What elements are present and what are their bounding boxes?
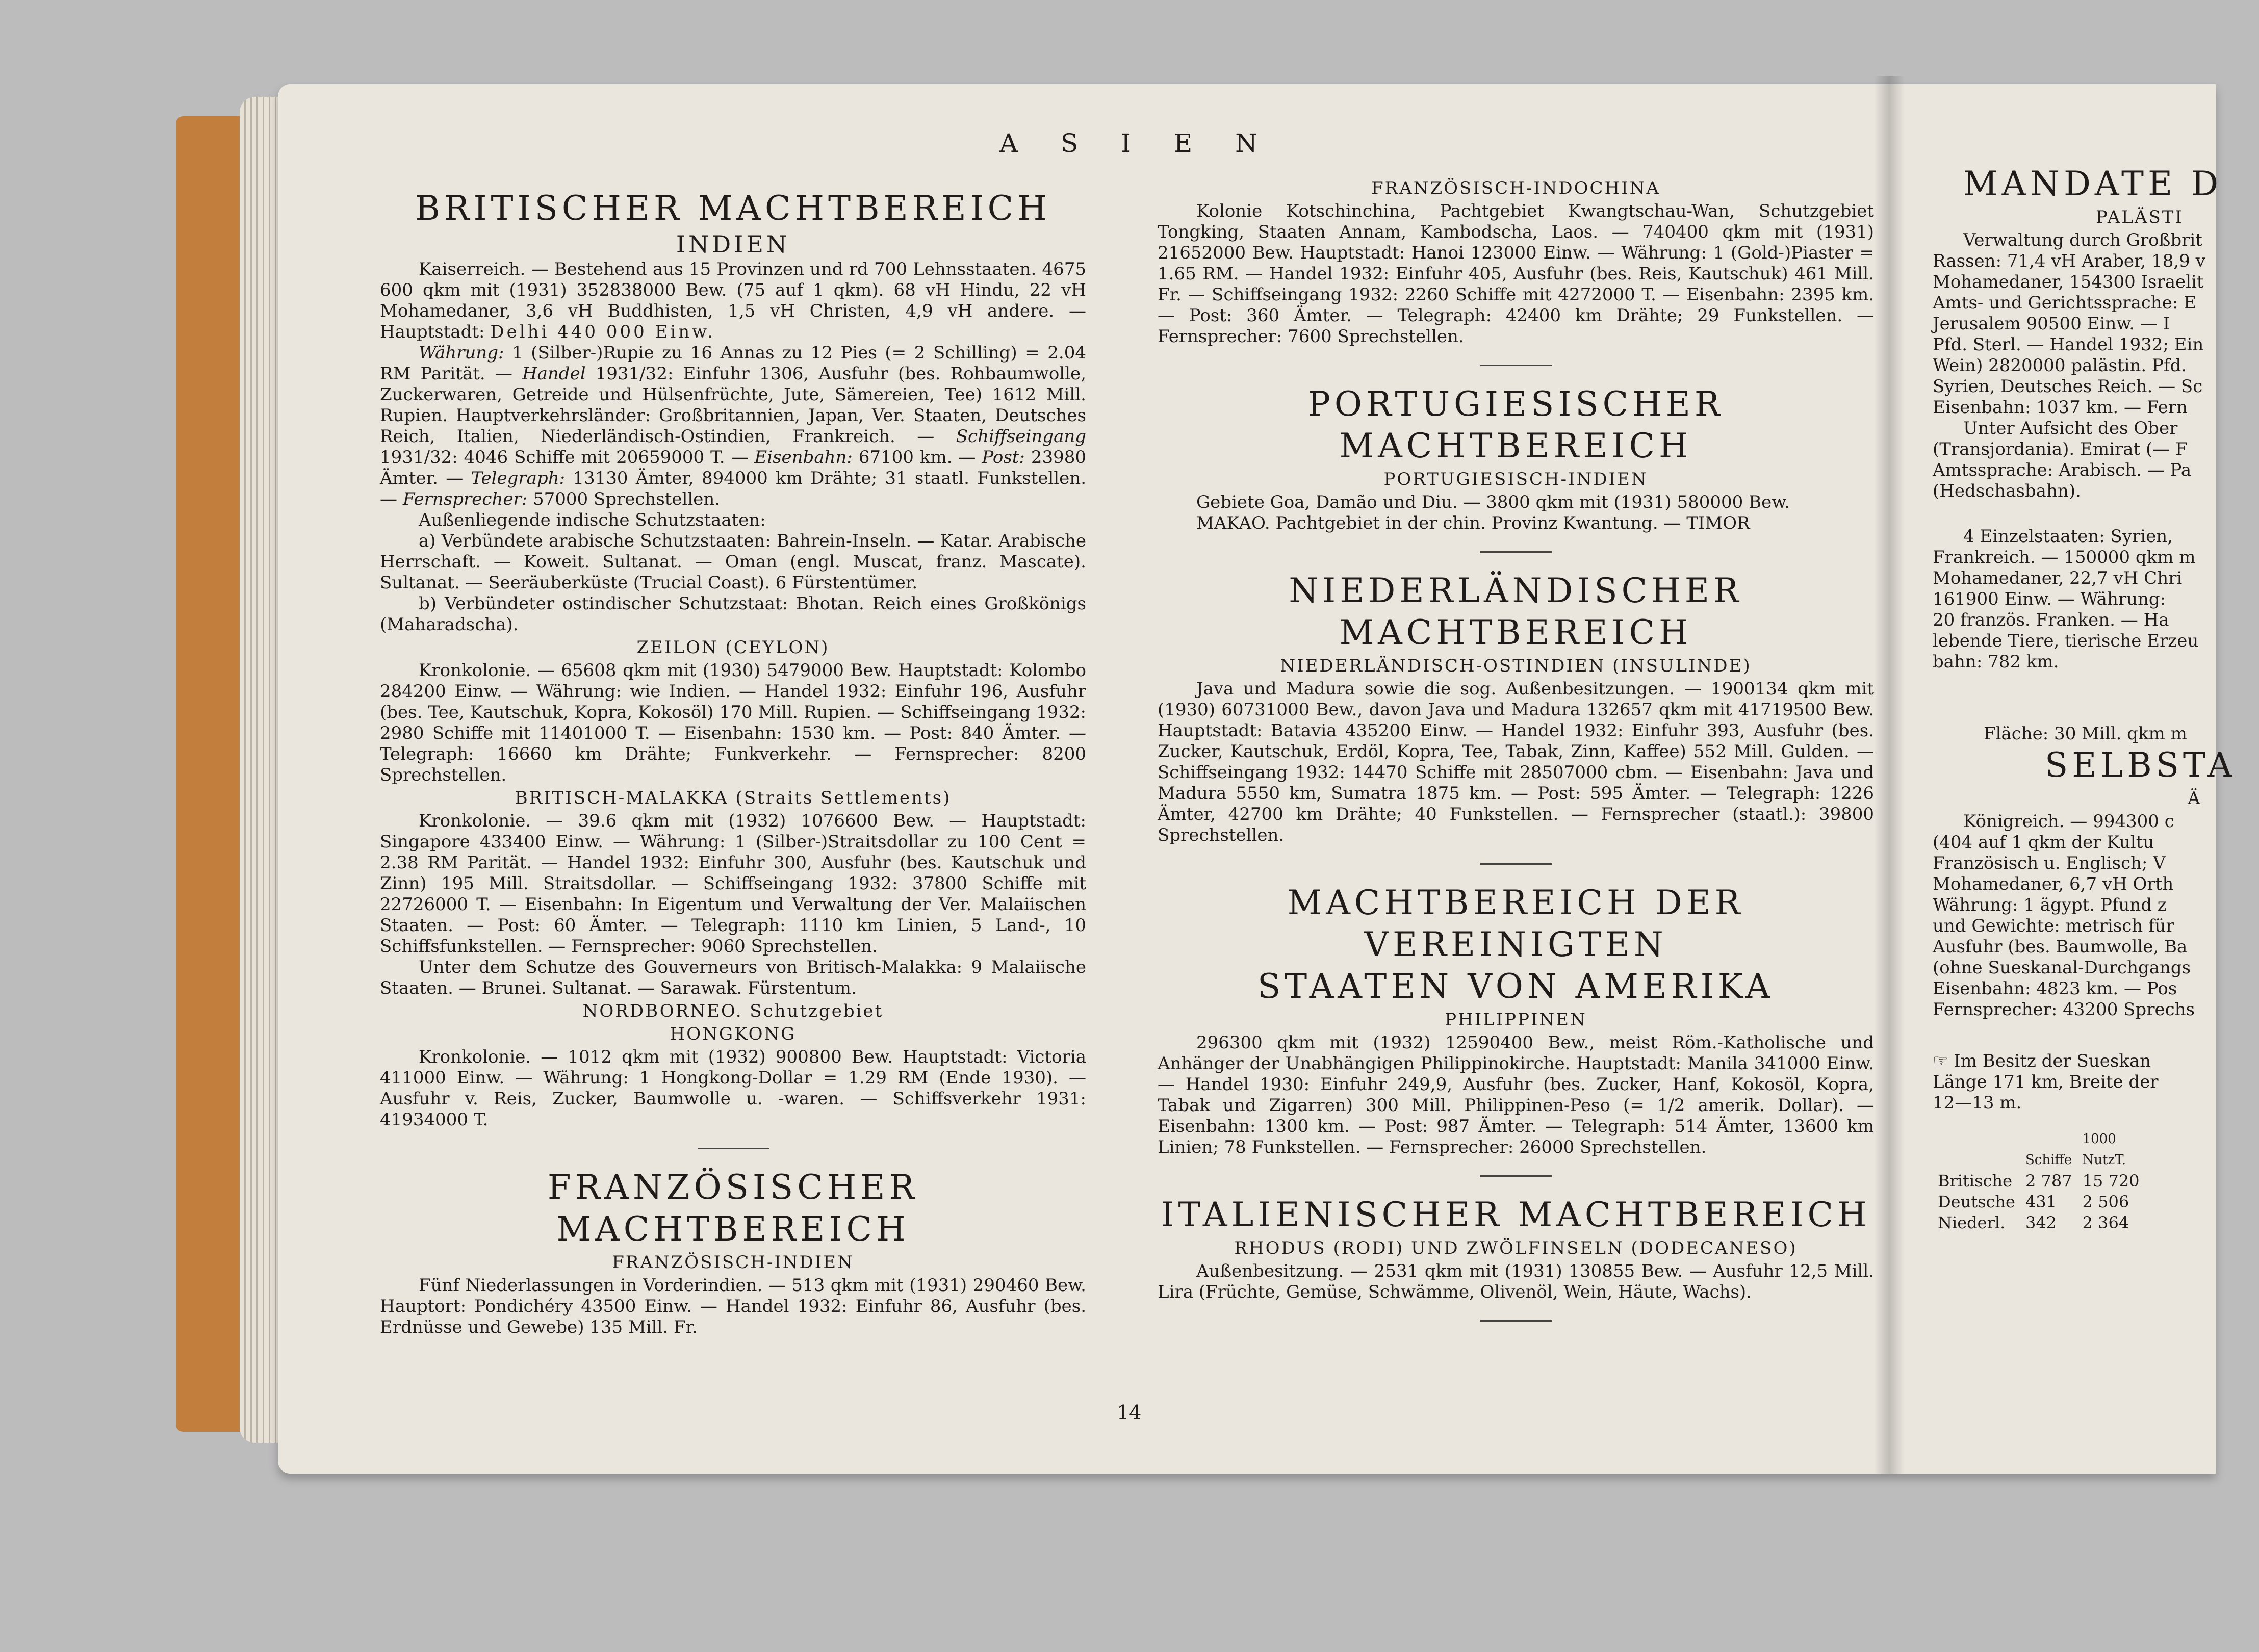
table-cell: 342 xyxy=(2025,1213,2057,1232)
malakka-text-2: Unter dem Schutze des Gouverneurs von Britisch-Malakka: 9 Malaiische Staaten. — Brunei. Sultanat. — Sarawak. Fürstentum. xyxy=(380,957,1086,998)
line: Ausfuhr (bes. Baumwolle, Ba xyxy=(1933,937,2188,957)
divider xyxy=(698,1148,769,1149)
divider xyxy=(1480,365,1552,366)
heading-aegypten: Ä xyxy=(2188,788,2202,809)
rhodus-text: Außenbesitzung. — 2531 qkm mit (1931) 130855 Bew. — Ausfuhr 12,5 Mill. Lira (Früchte, Gemüse, Schwämme, Olivenöl, Wein, Häute, Wachs). xyxy=(1158,1261,1874,1302)
line: (ohne Sueskanal-Durchgangs xyxy=(1933,958,2191,978)
indien-text-1: Kaiserreich. — Bestehend aus 15 Provinzen und rd 700 Lehnsstaaten. 4675 600 qkm mit (1931) 352838000 Bew. (75 auf 1 qkm). 68 vH Hindu, 22 vH Mohamedaner, 3,6 vH Buddhisten, 1,5 vH Christen, 4,9 vH andere. — Hauptstadt: xyxy=(380,259,1086,342)
line: Wein) 2820000 palästin. Pfd. xyxy=(1933,355,2187,376)
table-cell xyxy=(2020,1129,2077,1150)
palaestina-lines xyxy=(1933,230,2259,502)
label-schiffseingang: Schiffseingang xyxy=(956,426,1086,447)
heading-franzoesischer: FRANZÖSISCHER MACHTBEREICH xyxy=(547,1168,919,1249)
hongkong-text: Kronkolonie. — 1012 qkm mit (1932) 900800 Bew. Hauptstadt: Victoria 411000 Einw. — Währung: 1 Hongkong-Dollar = 1.29 RM (Ende 1930). — Ausfuhr v. Reis, Zucker, Baumwolle u. -waren. — Schiffsverkehr 1931: 41934000 T. xyxy=(380,1047,1086,1130)
line: Fernsprecher: 43200 Sprechs xyxy=(1933,999,2195,1020)
table-row xyxy=(1933,1129,2145,1150)
indien-paragraph-1 xyxy=(380,259,1086,343)
table-cell xyxy=(1933,1129,2020,1150)
heading-nl-indien: NIEDERLÄNDISCH-OSTINDIEN (INSULINDE) xyxy=(1280,656,1752,676)
t: 1 (Silber-)Rupie zu 16 Annas zu 12 Pies (= 2 Schilling) = 2.04 RM Parität. — xyxy=(380,343,1086,384)
divider xyxy=(1480,1320,1552,1322)
page-number: 14 xyxy=(1117,1401,1142,1424)
label-post: Post: xyxy=(982,447,1025,468)
heading-hongkong: HONGKONG xyxy=(670,1024,797,1044)
line: Länge 171 km, Breite der xyxy=(1933,1072,2159,1092)
divider xyxy=(1480,863,1552,865)
heading-port-indien: PORTUGIESISCH-INDIEN xyxy=(1383,469,1648,489)
line: Frankreich. — 150000 qkm m xyxy=(1933,547,2196,567)
line: 20 französ. Franken. — Ha xyxy=(1933,610,2169,630)
heading-mandate: MANDATE D xyxy=(1963,164,2223,203)
sueskanal-table xyxy=(1933,1129,2145,1233)
indien-paragraph-3: Außenliegende indische Schutzstaaten: xyxy=(419,510,766,530)
label-fernsprecher: Fernsprecher: xyxy=(402,489,528,509)
table-row xyxy=(1933,1171,2145,1192)
heading-italienischer: ITALIENISCHER MACHTBEREICH xyxy=(1161,1195,1871,1234)
heading-palaestina: PALÄSTI xyxy=(2096,207,2184,227)
t: 1931/32: 4046 Schiffe mit 20659000 T. — xyxy=(380,447,749,468)
line: bahn: 782 km. xyxy=(1933,652,2059,672)
line: Pfd. Sterl. — Handel 1932; Ein xyxy=(1933,334,2204,355)
line: Jerusalem 90500 Einw. — I xyxy=(1933,314,2170,334)
heading-rhodus: RHODUS (RODI) UND ZWÖLFINSELN (DODECANESO) xyxy=(1234,1238,1798,1258)
line: (Transjordania). Emirat (— F xyxy=(1933,439,2188,459)
zeilon-text: Kronkolonie. — 65608 qkm mit (1930) 5479000 Bew. Hauptstadt: Kolombo 284200 Einw. — Währung: wie Indien. — Handel 1932: Einfuhr 196, Ausfuhr (bes. Tee, Kautschuk, Kopra, Kokosöl) 170 Mill. Rupien. — Schiffseingang 1932: 2980 Schiffe mit 11401000 T. — Eisenbahn: 1530 km. — Post: 840 Ämter. — Telegraph: 16660 km Drähte; Funkverkehr. — Fernsprecher: 8200 Sprechstellen. xyxy=(380,660,1086,785)
line: Amts- und Gerichtssprache: E xyxy=(1933,293,2196,313)
heading-usa-1: MACHTBEREICH DER VEREINIGTEN xyxy=(1287,883,1744,964)
indochina-text: Kolonie Kotschinchina, Pachtgebiet Kwangtschau-Wan, Schutzgebiet Tongking, Staaten Annam, Kambodscha, Laos. — 740400 qkm mit (1931) 21652000 Bew. Hauptstadt: Hanoi 123000 Einw. — Währung: 1 (Gold-)Piaster = 1.65 RM. — Handel 1932: Einfuhr 405, Ausfuhr (bes. Reis, Kautschuk) 461 Mill. Fr. — Schiffseingang 1932: 2260 Schiffe mit 4272000 T. — Eisenbahn: 2395 km. — Post: 360 Ämter. — Telegraph: 42400 km Drähte; 29 Funkstellen. — Fernsprecher: 7600 Sprechstellen. xyxy=(1158,201,1874,347)
t: 67100 km. — xyxy=(858,447,976,468)
philippinen-text: 296300 qkm mit (1932) 12590400 Bew., meist Röm.-Katholische und Anhänger der Unabhängigen Philippinokirche. Hauptstadt: Manila 341000 Einw. — Handel 1930: Einfuhr 249,9, Ausfuhr (bes. Zucker, Hanf, Kokosöl, Kopra, Tabak und Zigarren) 300 Mill. Philippinen-Peso (= 1/2 amerik. Dollar). — Eisenbahn: 1300 km. — Post: 987 Ämter. — Telegraph: 514 Ämter, 13600 km Linien; 78 Funkstellen. — Fernsprecher: 26000 Sprechstellen. xyxy=(1158,1032,1874,1157)
table-cell: Deutsche xyxy=(1938,1192,2015,1211)
line: Syrien, Deutsches Reich. — Sc xyxy=(1933,376,2203,397)
label-telegraph: Telegraph: xyxy=(471,468,566,488)
t: 13130 Ämter, 894000 km Drähte; 31 staatl. Funkstellen. — xyxy=(380,468,1087,509)
line: und Gewichte: metrisch für xyxy=(1933,916,2174,936)
line: 161900 Einw. — Währung: xyxy=(1933,589,2166,609)
sueskanal-lines xyxy=(1933,1051,2259,1114)
heading-nordborneo: NORDBORNEO. Schutzgebiet xyxy=(582,1001,884,1021)
table-cell: 15 720 xyxy=(2082,1171,2140,1191)
heading-portugiesischer: PORTUGIESISCHER MACHTBEREICH xyxy=(1307,384,1724,466)
line: Mohamedaner, 6,7 vH Orth xyxy=(1933,874,2174,894)
table-cell: NutzT. xyxy=(2082,1152,2126,1168)
table-row xyxy=(1933,1150,2145,1171)
malakka-text: Kronkolonie. — 39.6 qkm mit (1932) 1076600 Bew. — Hauptstadt: Singapore 433400 Einw. — Währung: 1 (Silber-)Straitsdollar zu 100 Cent = 2.38 RM Parität. — Handel 1932: Einfuhr 300, Ausfuhr (bes. Kautschuk und Zinn) 195 Mill. Straitsdollar. — Schiffseingang 1932: 37800 Schiffe mit 22726000 T. — Eisenbahn: In Eigentum und Verwaltung der Ver. Malaiischen Staaten. — Post: 60 Ämter. — Telegraph: 1110 km Linien, 5 Land-, 10 Schiffsfunkstellen. — Fernsprecher: 9060 Sprechstellen. xyxy=(380,811,1086,957)
line: (404 auf 1 qkm der Kultu xyxy=(1933,832,2154,853)
heading-indien: INDIEN xyxy=(676,230,790,258)
line: Eisenbahn: 1037 km. — Fern xyxy=(1933,397,2188,418)
syrien-lines xyxy=(1933,526,2259,673)
line: Eisenbahn: 4823 km. — Pos xyxy=(1933,978,2177,999)
line: Königreich. — 994300 c xyxy=(1963,811,2174,832)
heading-indochina: FRANZÖSISCH-INDOCHINA xyxy=(1371,178,1660,198)
makao-text: MAKAO. Pachtgebiet in der chin. Provinz Kwantung. — TIMOR xyxy=(1196,513,1750,533)
pointing-hand-icon: ☞ xyxy=(1933,1051,1948,1071)
line: Mohamedaner, 22,7 vH Chri xyxy=(1933,568,2183,588)
table-row xyxy=(1933,1212,2145,1233)
line: Währung: 1 ägypt. Pfund z xyxy=(1933,895,2167,915)
table-cell: 2 364 xyxy=(2082,1213,2129,1232)
line: Französisch u. Englisch; V xyxy=(1933,853,2166,873)
t: 1931/32: Einfuhr 1306, Ausfuhr (bes. Rohbaumwolle, Zuckerwaren, Getreide und Hülsenfrüchte, Jute, Sämereien, Tee) 1612 Mill. Rupien. Hauptverkehrsländer: Großbritannien, Japan, Ver. Staaten, Deutsches Reich, Italien, Niederländisch-Ostindien, Frankreich. — xyxy=(380,364,1086,447)
line: Amtssprache: Arabisch. — Pa xyxy=(1933,460,2192,480)
table-cell: Schiffe xyxy=(2025,1152,2072,1168)
heading-malakka: BRITISCH-MALAKKA (Straits Settlements) xyxy=(515,788,952,808)
table-cell: Britische xyxy=(1938,1171,2013,1191)
line: Rassen: 71,4 vH Araber, 18,9 v xyxy=(1933,251,2205,271)
heading-usa-2: STAATEN VON AMERIKA xyxy=(1257,967,1775,1006)
middle-column xyxy=(1158,176,1874,1339)
table-cell: 2 787 xyxy=(2025,1171,2072,1191)
divider xyxy=(1480,551,1552,553)
label-waehrung: Währung: xyxy=(419,343,504,363)
line: Mohamedaner, 154300 Israelit xyxy=(1933,272,2204,292)
line: 12—13 m. xyxy=(1933,1093,2022,1113)
indien-paragraph-5: b) Verbündeter ostindischer Schutzstaat: Bhotan. Reich eines Großkönigs (Maharadscha). xyxy=(380,593,1086,635)
flaeche-line: Fläche: 30 Mill. qkm m xyxy=(1984,724,2187,744)
heading-zeilon: ZEILON (CEYLON) xyxy=(636,637,830,658)
indien-paragraph-4: a) Verbündete arabische Schutzstaaten: Bahrein-Inseln. — Katar. Arabische Herrschaft. — Koweit. Sultanat. — Oman (engl. Muscat, franz. Mascate). Sultanat. — Seeräuberküste (Trucial Coast). 6 Fürstentümer. xyxy=(380,531,1086,593)
aegypten-lines xyxy=(1933,811,2259,1020)
line: Unter Aufsicht des Ober xyxy=(1963,418,2178,438)
page-gutter xyxy=(1874,76,1905,1474)
line-text: Im Besitz der Sueskan xyxy=(1954,1051,2151,1071)
indien-capital: Delhi 440 000 Einw. xyxy=(490,322,716,342)
left-column xyxy=(380,188,1086,1338)
table-cell: 431 xyxy=(2025,1192,2057,1211)
heading-britischer: BRITISCHER MACHTBEREICH xyxy=(415,189,1051,228)
table-cell: Niederl. xyxy=(1938,1213,2006,1232)
line: lebende Tiere, tierische Erzeu xyxy=(1933,631,2199,651)
divider xyxy=(1480,1175,1552,1177)
right-column-clip xyxy=(1933,163,2237,1417)
running-head: A S I E N xyxy=(999,128,1275,158)
table-cell xyxy=(1933,1150,2020,1171)
heading-niederlaendischer: NIEDERLÄNDISCHER MACHTBEREICH xyxy=(1289,571,1743,652)
table-cell: 2 506 xyxy=(2082,1192,2129,1211)
heading-franz-indien: FRANZÖSISCH-INDIEN xyxy=(612,1252,854,1273)
line: 4 Einzelstaaten: Syrien, xyxy=(1963,526,2173,547)
t: 23980 Ämter. — xyxy=(380,447,1086,488)
indien-paragraph-2 xyxy=(380,343,1086,510)
label-eisenbahn: Eisenbahn: xyxy=(754,447,853,468)
table-cell: 1000 xyxy=(2082,1131,2116,1147)
t: 57000 Sprechstellen. xyxy=(532,489,721,509)
heading-selbstaendig: SELBSTA xyxy=(2045,745,2237,785)
table-row xyxy=(1933,1192,2145,1212)
label-handel: Handel xyxy=(522,364,586,384)
franz-indien-text: Fünf Niederlassungen in Vorderindien. — 513 qkm mit (1931) 290460 Bew. Hauptort: Pondichéry 43500 Einw. — Handel 1932: Einfuhr 86, Ausfuhr (bes. Erdnüsse und Gewebe) 135 Mill. Fr. xyxy=(380,1275,1086,1337)
line: (Hedschasbahn). xyxy=(1933,481,2081,501)
line xyxy=(1933,1051,2259,1072)
nl-indien-text: Java und Madura sowie die sog. Außenbesitzungen. — 1900134 qkm mit (1930) 60731000 Bew., davon Java und Madura 132657 qkm mit 41719500 Bew. Hauptstadt: Batavia 435200 Einw. — Handel 1932: Einfuhr 393, Ausfuhr (bes. Zucker, Kautschuk, Erdöl, Kopra, Tee, Tabak, Zinn, Kaffee) 552 Mill. Gulden. — Schiffseingang 1932: 14470 Schiffe mit 28507000 cbm. — Eisenbahn: Java und Madura 5550 km, Sumatra 1875 km. — Post: 595 Ämter. — Telegraph: 1226 Ämter, 42700 km Drähte; 40 Funkstellen. — Fernsprecher (staatl.): 39800 Sprechstellen. xyxy=(1158,679,1874,845)
right-column xyxy=(1933,163,2259,1233)
line: Verwaltung durch Großbrit xyxy=(1963,230,2202,250)
heading-philippinen: PHILIPPINEN xyxy=(1445,1010,1587,1030)
port-indien-text: Gebiete Goa, Damão und Diu. — 3800 qkm mit (1931) 580000 Bew. xyxy=(1196,492,1790,512)
